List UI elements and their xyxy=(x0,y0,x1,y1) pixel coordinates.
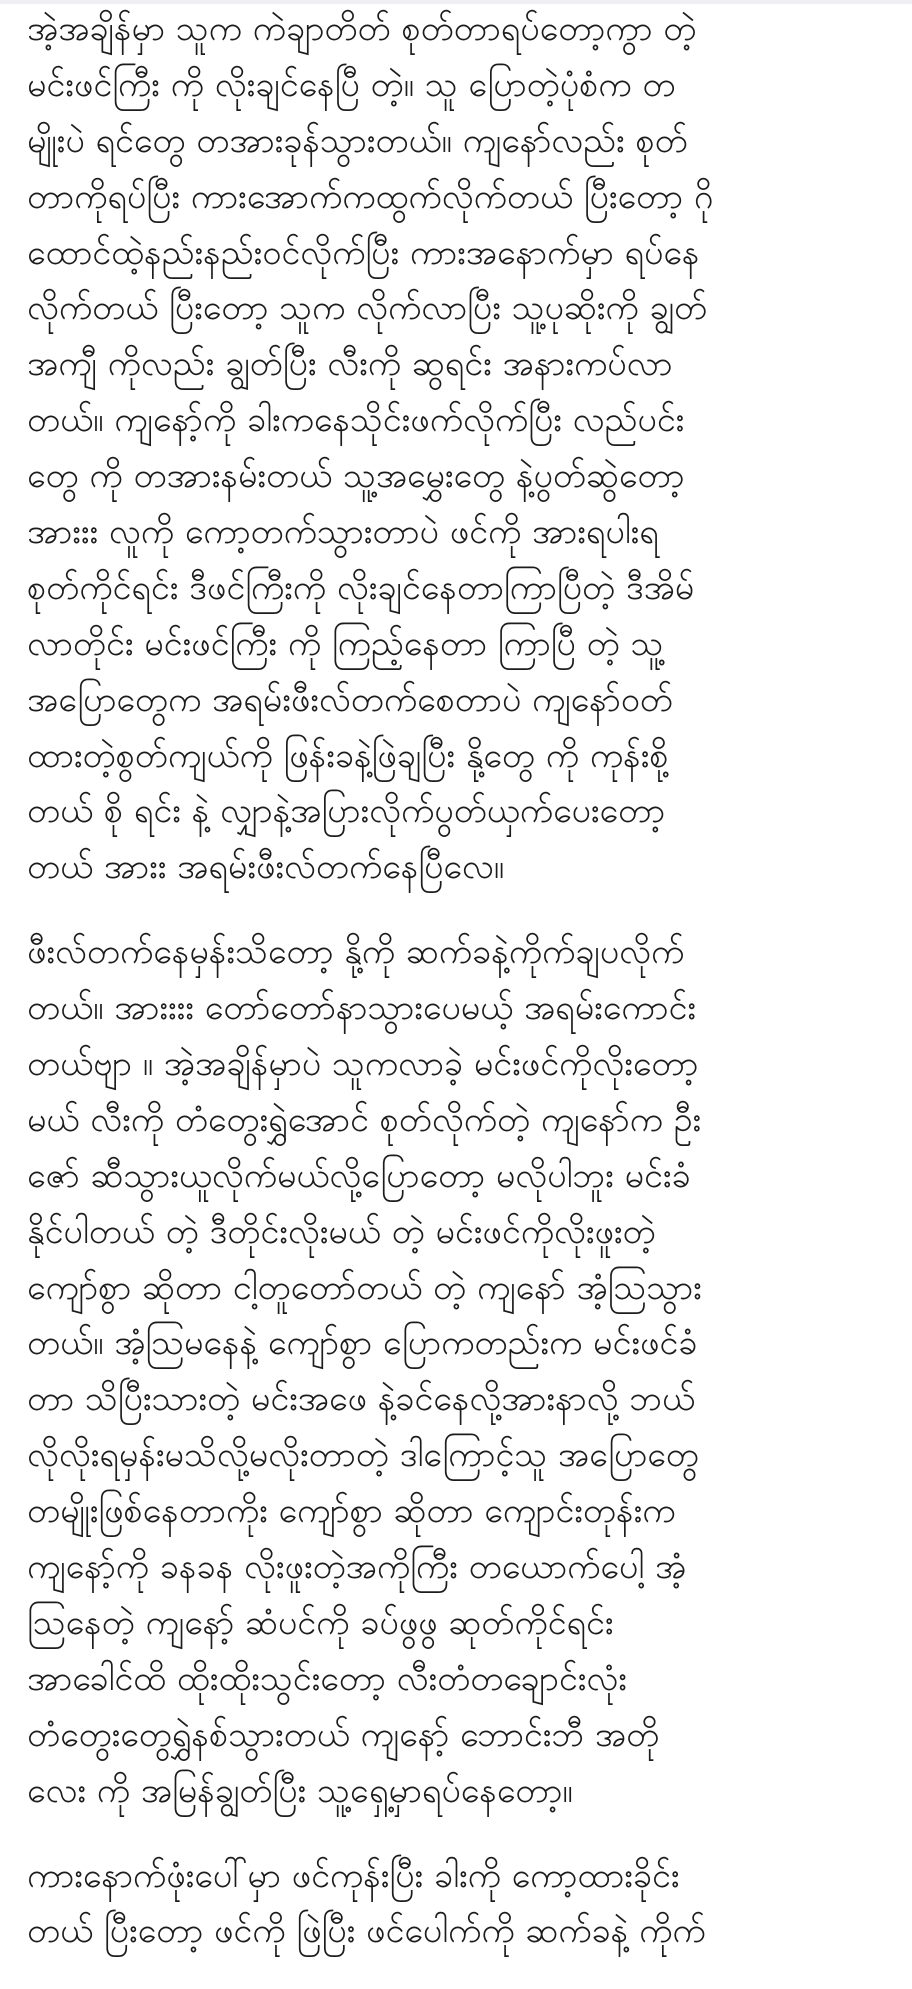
text-line: မျိုးပဲ ရင်တွေ တအားခုန်သွားတယ်။ ကျနော်လည်း စုတ် xyxy=(27,120,688,161)
text-line: တယ် အားး အရမ်းဖီးလ်တက်နေပြီလေ။ xyxy=(27,847,505,888)
text-line: ကားနောက်ဖုံးပေါ်မှာ ဖင်ကုန်းပြီး ခါးကို ကော့ထားခိုင်း xyxy=(27,1855,680,1896)
text-line: တယ်။ အားးးး တော်တော်နာသွားပေမယ့် အရမ်းကောင်း xyxy=(27,988,696,1029)
text-line: တွေ ကို တအားနမ်းတယ် သူ့အမွှေးတွေ နဲ့ပွတ်ဆွဲတော့ xyxy=(27,456,685,497)
text-line: ထားတဲ့စွတ်ကျယ်ကို ဖြန်းခနဲ့ဖြဲချပြီး နို့တွေ ကို ကုန်းစို့ xyxy=(27,735,669,776)
text-line: အကျီ ကိုလည်း ချွတ်ပြီး လီးကို ဆွရင်း အနားကပ်လာ xyxy=(27,344,673,385)
text-line: အဲ့အချိန်မှာ သူက ကဲချာတိတ် စုတ်တာရပ်တော့ကွာ တဲ့ xyxy=(27,9,697,49)
text-line: မယ် လီးကို တံတွေးရွှဲအောင် စုတ်လိုက်တဲ့ ကျနော်က ဦး xyxy=(27,1099,702,1140)
text-line: တာကိုရပ်ပြီး ကားအောက်ကထွက်လိုက်တယ် ပြီးတော့ ဂို xyxy=(27,176,714,217)
text-line: ထောင်ထဲ့နည်းနည်းဝင်လိုက်ပြီး ကားအနောက်မှာ ရပ်နေ xyxy=(27,232,700,273)
text-line: တယ် ပြီးတော့ ဖင်ကို ဖြဲပြီး ဖင်ပေါက်ကို ဆက်ခနဲ့ ကိုက် xyxy=(27,1911,706,1952)
text-line: စုတ်ကိုင်ရင်း ဒီဖင်ကြီးကို လိုးချင်နေတာကြာပြီတဲ့ ဒီအိမ် xyxy=(27,567,695,608)
text-line: နိုင်ပါတယ် တဲ့ ဒီတိုင်းလိုးမယ် တဲ့ မင်းဖင်ကိုလိုးဖူးတဲ့ xyxy=(27,1211,656,1252)
text-line: ဖီးလ်တက်နေမှန်းသိတော့ နို့ကို ဆက်ခနဲ့ကိုက်ချပလိုက် xyxy=(27,932,685,973)
text-line: ကျော်စွာ ဆိုတာ ငါ့တူတော်တယ် တဲ့ ကျနော် အံ့သြသွား xyxy=(27,1267,702,1308)
text-line: တမျိုးဖြစ်နေတာကိုး ကျော်စွာ ဆိုတာ ကျောင်းတုန်းက xyxy=(27,1491,676,1532)
paragraph-2 xyxy=(27,925,889,1819)
text-line: တံတွေးတွေရွှဲနစ်သွားတယ် ကျနော့် ဘောင်းဘီ အတို xyxy=(27,1714,660,1755)
text-line: ဇော် ဆီသွားယူလိုက်မယ်လို့ပြောတော့ မလိုပါဘူး မင်းခံ xyxy=(27,1155,691,1196)
text-line: လိုက်တယ် ပြီးတော့ သူက လိုက်လာပြီး သူ့ပုဆိုးကို ချွတ် xyxy=(27,288,708,329)
text-line: လိုလိုးရမှန်းမသိလို့မလိုးတာတဲ့ ဒါကြောင့်သူ အပြောတွေ xyxy=(27,1435,699,1476)
paragraph-1 xyxy=(27,2,889,896)
text-line: တယ် စို ရင်း နဲ့ လျှာနဲ့အပြားလိုက်ပွတ်ယှက်ပေးတော့ xyxy=(27,791,666,832)
text-line: အားးး လူကို ကော့တက်သွားတာပဲ ဖင်ကို အားရပါးရ xyxy=(27,512,659,553)
text-line: တာ သိပြီးသားတဲ့ မင်းအဖေ နဲ့ခင်နေလို့အားနာလို့ ဘယ် xyxy=(27,1379,696,1420)
text-line: အာခေါင်ထိ ထိုးထိုးသွင်းတော့ လီးတံတချောင်းလုံး xyxy=(27,1658,627,1699)
story-content xyxy=(27,2,889,1989)
text-line: ကျနော့်ကို ခနခန လိုးဖူးတဲ့အကိုကြီး တယောက်ပေါ့ အံ့ xyxy=(27,1547,687,1588)
text-line: တယ်ဗျာ ။ အဲ့အချိန်မှာပဲ သူကလာခဲ့ မင်းဖင်ကိုလိုးတော့ xyxy=(27,1044,699,1085)
text-line: အပြောတွေက အရမ်းဖီးလ်တက်စေတာပဲ ကျနော်ဝတ် xyxy=(27,679,673,720)
text-line: တယ်။ ကျနော့်ကို ခါးကနေသိုင်းဖက်လိုက်ပြီး လည်ပင်း xyxy=(27,400,685,441)
text-line: လေး ကို အမြန်ချွတ်ပြီး သူ့ရှေ့မှာရပ်နေတော့။ xyxy=(27,1770,573,1811)
text-line: လာတိုင်း မင်းဖင်ကြီး ကို ကြည့်နေတာ ကြာပြီ တဲ့ သူ့ xyxy=(27,623,664,664)
paragraph-3 xyxy=(27,1849,889,1961)
text-line: သြနေတဲ့ ကျနော့် ဆံပင်ကို ခပ်ဖွဖွ ဆုတ်ကိုင်ရင်း xyxy=(27,1602,614,1643)
text-line: တယ်။ အံ့သြမနေနဲ့ ကျော်စွာ ပြောကတည်းက မင်းဖင်ခံ xyxy=(27,1323,698,1364)
text-line: မင်းဖင်ကြီး ကို လိုးချင်နေပြီ တဲ့။ သူ ပြောတဲ့ပုံစံက တ xyxy=(27,64,676,105)
